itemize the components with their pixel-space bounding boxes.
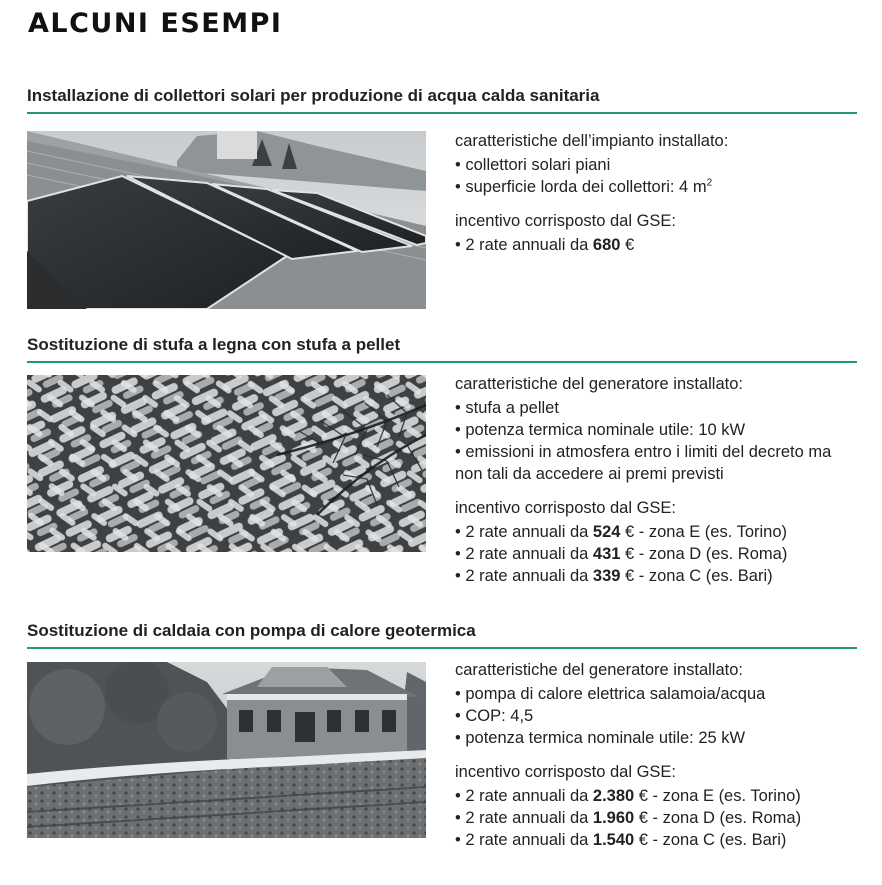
section-title: Installazione di collettori solari per produzione di acqua calda sanitaria xyxy=(27,86,857,114)
example-geothermal-heat-pump xyxy=(27,621,857,849)
list-item: • potenza termica nominale utile: 25 kW xyxy=(455,727,860,749)
features-heading: caratteristiche del generatore installato: xyxy=(455,375,743,393)
list-item: • 2 rate annuali da 524 € - zona E (es. Torino) xyxy=(455,521,860,543)
list-item: • COP: 4,5 xyxy=(455,705,860,727)
house-construction-photo xyxy=(27,662,426,838)
incentive-heading: incentivo corrisposto dal GSE: xyxy=(455,212,677,230)
list-item: • 2 rate annuali da 431 € - zona D (es. Roma) xyxy=(455,543,860,565)
list-item: • 2 rate annuali da 680 € xyxy=(455,234,860,256)
pellets-photo xyxy=(27,375,426,552)
list-item: • stufa a pellet xyxy=(455,397,860,419)
features-heading: caratteristiche dell’impianto installato: xyxy=(455,132,729,150)
list-item: • emissioni in atmosfera entro i limiti del decreto ma non tali da accedere ai premi previsti xyxy=(455,441,860,485)
example-pellet-stove xyxy=(27,335,857,585)
solar-collectors-details xyxy=(455,130,860,256)
section-title: Sostituzione di stufa a legna con stufa a pellet xyxy=(27,335,857,363)
page-title: ALCUNI ESEMPI xyxy=(28,8,283,39)
list-item: • 2 rate annuali da 339 € - zona C (es. Bari) xyxy=(455,565,860,587)
solar-collectors-photo xyxy=(27,131,426,309)
features-list xyxy=(455,397,860,485)
heat-pump-details xyxy=(455,659,860,851)
list-item: • 2 rate annuali da 1.960 € - zona D (es. Roma) xyxy=(455,807,860,829)
section-title: Sostituzione di caldaia con pompa di calore geotermica xyxy=(27,621,857,649)
incentives-list xyxy=(455,234,860,256)
pellet-stove-details xyxy=(455,373,860,587)
example-solar-collectors xyxy=(27,86,857,254)
incentive-heading: incentivo corrisposto dal GSE: xyxy=(455,763,677,781)
incentives-list xyxy=(455,785,860,851)
features-heading: caratteristiche del generatore installato: xyxy=(455,661,743,679)
incentives-list xyxy=(455,521,860,587)
incentive-heading: incentivo corrisposto dal GSE: xyxy=(455,499,677,517)
list-item: • superficie lorda dei collettori: 4 $m^2$ xyxy=(455,176,860,198)
list-item: • 2 rate annuali da 1.540 € - zona C (es. Bari) xyxy=(455,829,860,851)
list-item: • potenza termica nominale utile: 10 kW xyxy=(455,419,860,441)
features-list xyxy=(455,154,860,198)
list-item: • 2 rate annuali da 2.380 € - zona E (es. Torino) xyxy=(455,785,860,807)
list-item: • collettori solari piani xyxy=(455,154,860,176)
features-list xyxy=(455,683,860,749)
list-item: • pompa di calore elettrica salamoia/acqua xyxy=(455,683,860,705)
